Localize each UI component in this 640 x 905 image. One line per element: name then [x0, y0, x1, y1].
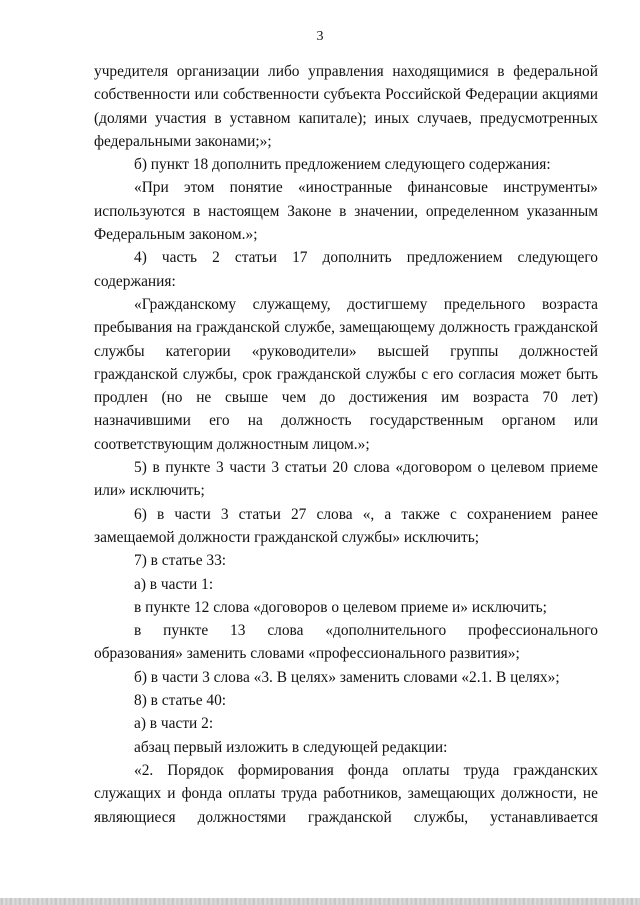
paragraph-15: абзац первый изложить в следующей редакции: — [134, 738, 448, 756]
paragraph-11: в пункте 13 слова «дополнительного профессионального образования» заменить словами «профессионального развития»; — [94, 622, 598, 663]
paragraph-10: в пункте 12 слова «договоров о целевом приеме и» исключить; — [134, 598, 547, 616]
paragraph-2: б) пункт 18 дополнить предложением следующего содержания: — [134, 156, 551, 174]
paragraph-1: учредителя организации либо управления находящимися в федеральной собственности или собственности субъекта Российской Федерации акциями (долями участия в уставном капитале); иных случаев, предусмотренных федеральными законами;»; — [94, 63, 598, 150]
paragraph-8: 7) в статье 33: — [134, 552, 227, 570]
paragraph-13: 8) в статье 40: — [134, 692, 227, 710]
paragraph-5: «Гражданскому служащему, достигшему предельного возраста пребывания на гражданской службе, замещающему должность гражданской службы категории «руководители» высшей группы должностей гражданской службы, срок гражданской службы с его согласия может быть продлен (но не свыше чем до достижения им возраста 70 лет) назначившими его на должность государственным органом или соответствующим должностным лицом.»; — [94, 295, 598, 453]
paragraph-6: 5) в пункте 3 части 3 статьи 20 слова «договором о целевом приеме или» исключить; — [94, 459, 598, 500]
paragraph-12: б) в части 3 слова «3. В целях» заменить словами «2.1. В целях»; — [134, 668, 560, 686]
paragraph-9: а) в части 1: — [134, 575, 214, 593]
paragraph-4: 4) часть 2 статьи 17 дополнить предложением следующего содержания: — [94, 249, 598, 290]
document-body — [94, 60, 598, 829]
page-number: 3 — [316, 29, 324, 44]
paragraph-7: 6) в части 3 статьи 27 слова «, а также с сохранением ранее замещаемой должности гражданской службы» исключить; — [94, 505, 598, 546]
paragraph-3: «При этом понятие «иностранные финансовые инструменты» используются в настоящем Законе в значении, определенном указанным Федеральным законом.»; — [94, 179, 598, 244]
paragraph-14: а) в части 2: — [134, 715, 214, 733]
paragraph-16: «2. Порядок формирования фонда оплаты труда гражданских служащих и фонда оплаты труда работников, замещающих должности, не являющиеся должностями гражданской службы, устанавливается — [94, 761, 598, 826]
scan-bottom-edge — [0, 898, 640, 905]
